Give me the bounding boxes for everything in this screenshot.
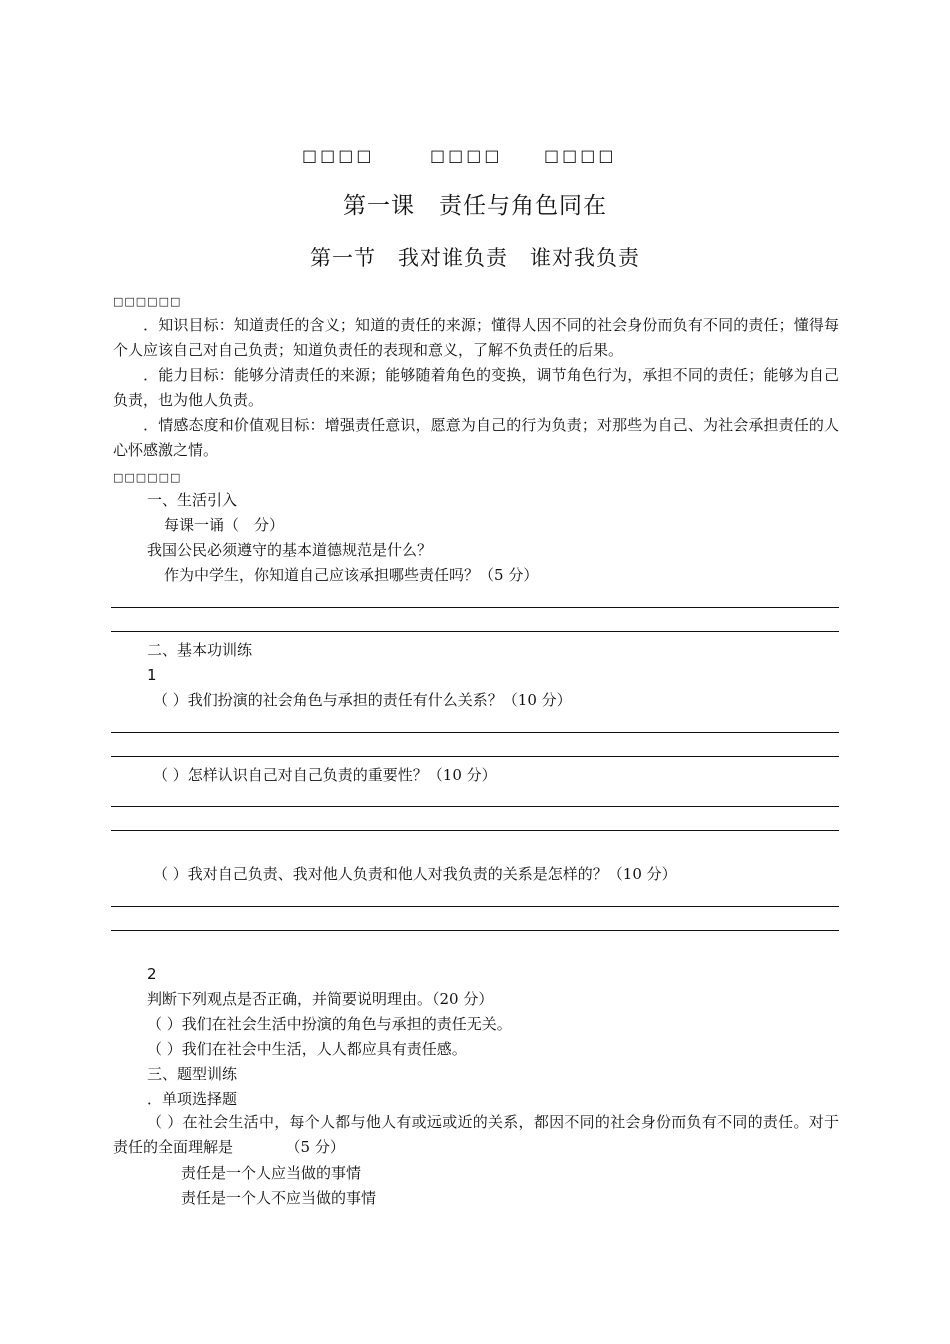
- answer-line: [111, 930, 839, 931]
- lesson-title: 第一课 责任与角色同在: [343, 193, 607, 219]
- goal-knowledge-text: ．知识目标：知道责任的含义；知道的责任的来源；懂得人因不同的社会身份而负有不同的责任；懂得每个人应该自己对自己负责；知道负责任的表现和意义，了解不负责任的后果。: [113, 316, 839, 359]
- part2-heading: 二、基本功训练: [147, 641, 253, 659]
- judge-instruction: 判断下列观点是否正确，并简要说明理由。（20 分）: [147, 990, 494, 1008]
- answer-line: [111, 906, 839, 907]
- recite-line: 每课一诵（ 分）: [164, 516, 285, 534]
- part3-heading: 三、题型训练: [147, 1065, 238, 1083]
- answer-line: [111, 607, 839, 608]
- answer-line: [111, 732, 839, 733]
- judge-statement-2: （ ）我们在社会中生活，人人都应具有责任感。: [147, 1040, 467, 1058]
- mc-question: （ ）在社会生活中，每个人都与他人有或远或近的关系，都因不同的社会身份而负有不同的责任。对于责任的全面理解是 （5 分）: [113, 1113, 839, 1156]
- question-role-responsibility: （ ）我们扮演的社会角色与承担的责任有什么关系？（10 分）: [153, 691, 572, 709]
- option-a: 责任是一个人应当做的事情: [181, 1164, 362, 1182]
- answer-line: [111, 806, 839, 807]
- header-placeholder-1: □□□□: [302, 146, 375, 165]
- section-heading-goals: □□□□□□: [113, 295, 182, 308]
- judge-statement-1: （ ）我们在社会生活中扮演的角色与承担的责任无关。: [147, 1015, 512, 1033]
- question-self-responsibility: （ ）怎样认识自己对自己负责的重要性？（10 分）: [153, 766, 497, 784]
- answer-line: [111, 631, 839, 632]
- question-responsibility-relation: （ ）我对自己负责、我对他人负责和他人对我负责的关系是怎样的？（10 分）: [153, 865, 677, 883]
- goal-attitude-text: ．情感态度和价值观目标：增强责任意识，愿意为自己的行为负责；对那些为自己、为社会承担责任的人心怀感激之情。: [113, 416, 839, 459]
- option-b: 责任是一个人不应当做的事情: [181, 1189, 377, 1207]
- part1-heading: 一、生活引入: [147, 491, 238, 509]
- question-moral-norms: 我国公民必须遵守的基本道德规范是什么？: [147, 541, 433, 559]
- section-subtitle: 第一节 我对谁负责 谁对我负责: [310, 246, 640, 270]
- goal-ability: [113, 363, 839, 413]
- item-number-2: 2: [147, 965, 157, 983]
- goal-attitude: [113, 413, 839, 463]
- answer-line: [111, 756, 839, 757]
- question-student-duty: 作为中学生，你知道自己应该承担哪些责任吗？（5 分）: [164, 566, 539, 584]
- answer-line: [111, 830, 839, 831]
- header-placeholder-2: □□□□: [430, 146, 503, 165]
- goal-knowledge: [113, 313, 839, 363]
- single-choice-label: ．单项选择题: [147, 1090, 238, 1108]
- header-placeholder-3: □□□□: [544, 146, 617, 165]
- goal-ability-text: ．能力目标：能够分清责任的来源；能够随着角色的变换，调节角色行为，承担不同的责任；能够为自己负责，也为他人负责。: [113, 366, 839, 409]
- section-heading-process: □□□□□□: [113, 471, 182, 484]
- item-number-1: 1: [147, 666, 157, 684]
